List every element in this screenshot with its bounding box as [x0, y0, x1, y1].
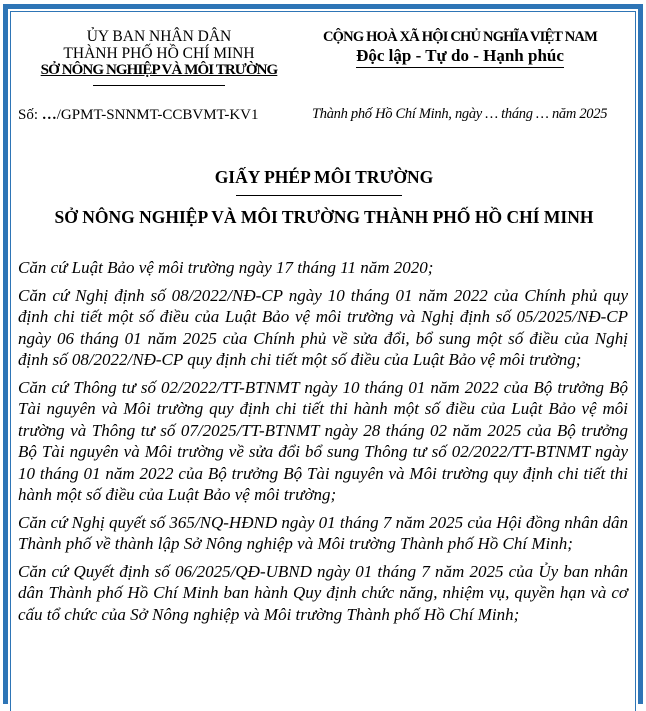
doc-number-code: /GPMT-SNNMT-CCBVMT-KV1 — [56, 107, 259, 123]
legal-basis-item: Căn cứ Thông tư số 02/2022/TT-BTNMT ngày 10 tháng 01 năm 2022 của Bộ trưởng Bộ Tài nguyên và Môi trường quy định chi tiết thi hành một số điều của Luật Bảo vệ môi trường và Thông tư số 07/2025/TT-BTNMT ngày 28 tháng 02 năm 2025 của Bộ trưởng Bộ Tài nguyên và Môi trường về sửa đổi bổ sung Thông tư số 02/2022/TT-BTNMT ngày 10 tháng 01 năm 2022 của Bộ trưởng Bộ Tài nguyên và Môi trường quy định chi tiết thi hành một số điều của Luật Bảo vệ môi trường; — [18, 377, 628, 504]
national-header-block — [300, 28, 620, 68]
legal-bases — [18, 257, 628, 631]
document-title: GIẤY PHÉP MÔI TRƯỜNG — [214, 167, 434, 187]
national-motto: Độc lập - Tự do - Hạnh phúc — [356, 46, 564, 68]
document-number — [18, 107, 258, 124]
legal-basis-item: Căn cứ Luật Bảo vệ môi trường ngày 17 tháng 11 năm 2020; — [18, 258, 434, 277]
agency-name: SỞ NÔNG NGHIỆP VÀ MÔI TRƯỜNG — [40, 62, 278, 78]
authority-line-1: ỦY BAN NHÂN DÂN — [86, 28, 232, 45]
authority-line-2: THÀNH PHỐ HỒ CHÍ MINH — [63, 45, 255, 62]
issuing-authority-block — [14, 28, 304, 86]
legal-basis-item: Căn cứ Quyết định số 06/2025/QĐ-UBND ngày 01 tháng 7 năm 2025 của Ủy ban nhân dân Thành phố Hồ Chí Minh ban hành Quy định chức năng, nhiệm vụ, quyền hạn và cơ cấu tổ chức của Sở Nông nghiệp và Môi trường Thành phố Hồ Chí Minh; — [18, 561, 628, 624]
title-divider — [236, 195, 402, 196]
legal-basis-item: Căn cứ Nghị quyết số 365/NQ-HĐND ngày 01 tháng 7 năm 2025 của Hội đồng nhân dân Thành phố về thành lập Sở Nông nghiệp và Môi trường Thành phố Hồ Chí Minh; — [18, 512, 628, 553]
legal-basis-item: Căn cứ Nghị định số 08/2022/NĐ-CP ngày 10 tháng 01 năm 2022 của Chính phủ quy định chi tiết một số điều của Luật Bảo vệ môi trường và Nghị định số 05/2025/NĐ-CP ngày 06 tháng 01 năm 2025 của Chính phủ về sửa đổi, bổ sung một số điều của Nghị định số 08/2022/NĐ-CP quy định chi tiết một số điều của Luật Bảo vệ môi trường; — [18, 285, 628, 369]
doc-number-placeholder: … — [41, 107, 57, 123]
doc-number-prefix: Số: — [18, 107, 42, 123]
document-subtitle: SỞ NÔNG NGHIỆP VÀ MÔI TRƯỜNG THÀNH PHỐ HỒ CHÍ MINH — [54, 207, 594, 227]
nation-name: CỘNG HOÀ XÃ HỘI CHỦ NGHĨA VIỆT NAM — [323, 29, 597, 45]
document-date: Thành phố Hồ Chí Minh, ngày … tháng … năm 2025 — [312, 106, 608, 122]
authority-divider — [93, 85, 225, 86]
